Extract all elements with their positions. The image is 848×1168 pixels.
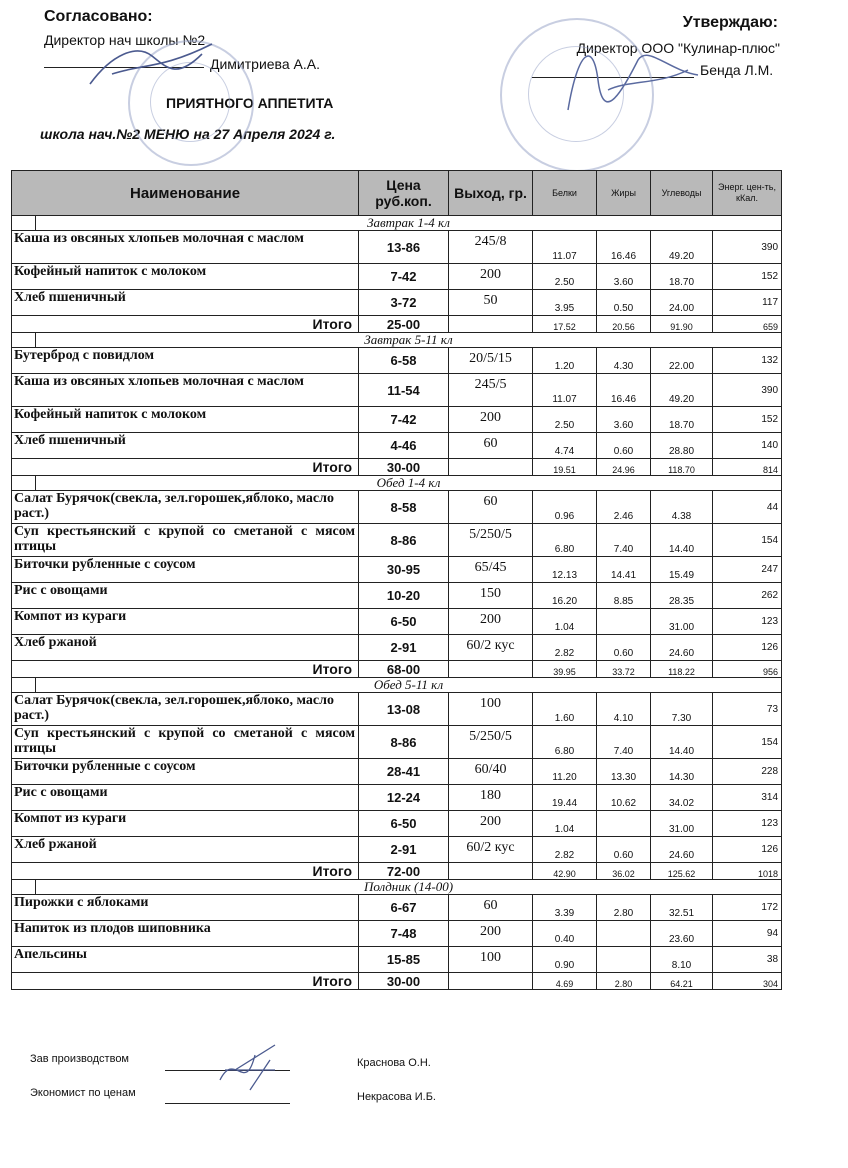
dish-fat: 13.30 bbox=[597, 759, 651, 785]
dish-energy: 44 bbox=[713, 491, 782, 524]
dish-energy: 390 bbox=[713, 231, 782, 264]
dish-fat: 16.46 bbox=[597, 374, 651, 407]
dish-price: 8-86 bbox=[359, 524, 449, 557]
dish-energy: 228 bbox=[713, 759, 782, 785]
greeting: ПРИЯТНОГО АППЕТИТА bbox=[166, 95, 334, 111]
dish-output: 180 bbox=[449, 785, 533, 811]
dish-price: 10-20 bbox=[359, 583, 449, 609]
dish-output: 60/2 кус bbox=[449, 837, 533, 863]
dish-name: Пирожки с яблоками bbox=[12, 895, 359, 921]
dish-price: 30-95 bbox=[359, 557, 449, 583]
left-position: Директор нач школы №2 bbox=[44, 32, 206, 48]
left-signature-scribble bbox=[82, 34, 222, 94]
menu-item-row bbox=[12, 231, 782, 264]
section-row bbox=[12, 476, 782, 491]
dish-energy: 314 bbox=[713, 785, 782, 811]
approve-label: Утверждаю: bbox=[682, 14, 778, 31]
total-row bbox=[12, 973, 782, 990]
dish-price: 28-41 bbox=[359, 759, 449, 785]
total-output-empty bbox=[449, 661, 533, 678]
dish-protein: 11.20 bbox=[533, 759, 597, 785]
dish-name: Салат Бурячок(свекла, зел.горошек,яблоко, масло раст.) bbox=[12, 491, 359, 524]
total-label: Итого bbox=[12, 661, 359, 678]
dish-carbs: 23.60 bbox=[651, 921, 713, 947]
dish-energy: 123 bbox=[713, 609, 782, 635]
dish-price: 6-50 bbox=[359, 811, 449, 837]
total-output-empty bbox=[449, 973, 533, 990]
dish-name: Суп крестьянский с крупой со сметаной с мясом птицы bbox=[12, 726, 359, 759]
section-title: Обед 5-11 кл bbox=[36, 678, 782, 693]
dish-protein: 2.82 bbox=[533, 635, 597, 661]
section-row bbox=[12, 216, 782, 231]
dish-output: 100 bbox=[449, 693, 533, 726]
menu-item-row bbox=[12, 433, 782, 459]
menu-body bbox=[12, 216, 782, 990]
section-indent-cell bbox=[12, 216, 36, 231]
dish-fat: 16.46 bbox=[597, 231, 651, 264]
dish-fat bbox=[597, 609, 651, 635]
menu-item-row bbox=[12, 609, 782, 635]
dish-carbs: 14.30 bbox=[651, 759, 713, 785]
column-header-name: Наименование bbox=[12, 171, 359, 216]
dish-name: Хлеб ржаной bbox=[12, 837, 359, 863]
footer-name-economist: Некрасова И.Б. bbox=[357, 1091, 436, 1103]
dish-price: 6-67 bbox=[359, 895, 449, 921]
total-label: Итого bbox=[12, 973, 359, 990]
dish-carbs: 18.70 bbox=[651, 264, 713, 290]
dish-output: 5/250/5 bbox=[449, 524, 533, 557]
dish-output: 200 bbox=[449, 609, 533, 635]
column-header-protein: Белки bbox=[533, 171, 597, 216]
dish-protein: 11.07 bbox=[533, 374, 597, 407]
dish-protein: 3.39 bbox=[533, 895, 597, 921]
total-price: 30-00 bbox=[359, 973, 449, 990]
dish-carbs: 18.70 bbox=[651, 407, 713, 433]
dish-name: Хлеб ржаной bbox=[12, 635, 359, 661]
dish-protein: 2.50 bbox=[533, 407, 597, 433]
dish-name: Бутерброд с повидлом bbox=[12, 348, 359, 374]
total-price: 72-00 bbox=[359, 863, 449, 880]
section-row bbox=[12, 333, 782, 348]
menu-item-row bbox=[12, 693, 782, 726]
total-carbs: 118.22 bbox=[651, 661, 713, 678]
section-indent-cell bbox=[12, 333, 36, 348]
dish-output: 200 bbox=[449, 921, 533, 947]
dish-output: 65/45 bbox=[449, 557, 533, 583]
dish-carbs: 24.00 bbox=[651, 290, 713, 316]
dish-fat: 3.60 bbox=[597, 407, 651, 433]
dish-protein: 4.74 bbox=[533, 433, 597, 459]
dish-price: 7-42 bbox=[359, 407, 449, 433]
table-header-row bbox=[12, 171, 782, 216]
dish-carbs: 34.02 bbox=[651, 785, 713, 811]
menu-item-row bbox=[12, 491, 782, 524]
total-energy: 814 bbox=[713, 459, 782, 476]
dish-energy: 154 bbox=[713, 524, 782, 557]
dish-price: 7-48 bbox=[359, 921, 449, 947]
total-output-empty bbox=[449, 459, 533, 476]
total-energy: 659 bbox=[713, 316, 782, 333]
section-indent-cell bbox=[12, 880, 36, 895]
dish-protein: 1.20 bbox=[533, 348, 597, 374]
dish-output: 50 bbox=[449, 290, 533, 316]
dish-protein: 0.40 bbox=[533, 921, 597, 947]
total-price: 30-00 bbox=[359, 459, 449, 476]
section-indent-cell bbox=[12, 476, 36, 491]
dish-protein: 2.82 bbox=[533, 837, 597, 863]
dish-carbs: 14.40 bbox=[651, 726, 713, 759]
dish-name: Напиток из плодов шиповника bbox=[12, 921, 359, 947]
footer-role-economist: Экономист по ценам bbox=[30, 1087, 136, 1099]
dish-energy: 117 bbox=[713, 290, 782, 316]
total-protein: 42.90 bbox=[533, 863, 597, 880]
dish-fat: 7.40 bbox=[597, 726, 651, 759]
dish-energy: 390 bbox=[713, 374, 782, 407]
approved-label: Согласовано: bbox=[44, 8, 153, 25]
dish-energy: 126 bbox=[713, 635, 782, 661]
dish-energy: 140 bbox=[713, 433, 782, 459]
section-row bbox=[12, 880, 782, 895]
total-label: Итого bbox=[12, 316, 359, 333]
dish-name: Кофейный напиток с молоком bbox=[12, 264, 359, 290]
dish-protein: 1.60 bbox=[533, 693, 597, 726]
dish-fat bbox=[597, 921, 651, 947]
dish-name: Хлеб пшеничный bbox=[12, 433, 359, 459]
menu-item-row bbox=[12, 348, 782, 374]
dish-name: Суп крестьянский с крупой со сметаной с мясом птицы bbox=[12, 524, 359, 557]
total-output-empty bbox=[449, 863, 533, 880]
dish-protein: 2.50 bbox=[533, 264, 597, 290]
section-row bbox=[12, 678, 782, 693]
menu-item-row bbox=[12, 635, 782, 661]
dish-carbs: 14.40 bbox=[651, 524, 713, 557]
total-row bbox=[12, 459, 782, 476]
dish-price: 2-91 bbox=[359, 837, 449, 863]
total-protein: 19.51 bbox=[533, 459, 597, 476]
dish-energy: 38 bbox=[713, 947, 782, 973]
menu-item-row bbox=[12, 374, 782, 407]
dish-price: 11-54 bbox=[359, 374, 449, 407]
total-protein: 17.52 bbox=[533, 316, 597, 333]
dish-price: 8-86 bbox=[359, 726, 449, 759]
right-signature-scribble bbox=[548, 30, 708, 120]
dish-protein: 12.13 bbox=[533, 557, 597, 583]
section-indent-cell bbox=[12, 678, 36, 693]
dish-energy: 172 bbox=[713, 895, 782, 921]
menu-item-row bbox=[12, 759, 782, 785]
dish-carbs: 15.49 bbox=[651, 557, 713, 583]
total-protein: 39.95 bbox=[533, 661, 597, 678]
dish-price: 15-85 bbox=[359, 947, 449, 973]
dish-protein: 16.20 bbox=[533, 583, 597, 609]
dish-energy: 94 bbox=[713, 921, 782, 947]
dish-output: 60 bbox=[449, 895, 533, 921]
total-output-empty bbox=[449, 316, 533, 333]
dish-output: 20/5/15 bbox=[449, 348, 533, 374]
right-signer-name: Бенда Л.М. bbox=[700, 62, 774, 78]
dish-carbs: 31.00 bbox=[651, 811, 713, 837]
dish-fat: 10.62 bbox=[597, 785, 651, 811]
dish-fat: 2.46 bbox=[597, 491, 651, 524]
footer-role-production: Зав производством bbox=[30, 1053, 129, 1065]
dish-protein: 0.96 bbox=[533, 491, 597, 524]
dish-energy: 132 bbox=[713, 348, 782, 374]
dish-fat: 8.85 bbox=[597, 583, 651, 609]
dish-fat: 2.80 bbox=[597, 895, 651, 921]
dish-protein: 6.80 bbox=[533, 524, 597, 557]
dish-price: 6-58 bbox=[359, 348, 449, 374]
column-header-carbs: Углеводы bbox=[651, 171, 713, 216]
total-label: Итого bbox=[12, 863, 359, 880]
dish-energy: 247 bbox=[713, 557, 782, 583]
total-price: 25-00 bbox=[359, 316, 449, 333]
dish-energy: 152 bbox=[713, 407, 782, 433]
dish-protein: 0.90 bbox=[533, 947, 597, 973]
dish-fat: 0.50 bbox=[597, 290, 651, 316]
dish-output: 60/40 bbox=[449, 759, 533, 785]
menu-item-row bbox=[12, 726, 782, 759]
total-label: Итого bbox=[12, 459, 359, 476]
dish-name: Хлеб пшеничный bbox=[12, 290, 359, 316]
section-title: Завтрак 1-4 кл bbox=[36, 216, 782, 231]
dish-carbs: 22.00 bbox=[651, 348, 713, 374]
column-header-output: Выход, гр. bbox=[449, 171, 533, 216]
menu-item-row bbox=[12, 583, 782, 609]
dish-protein: 1.04 bbox=[533, 609, 597, 635]
dish-carbs: 49.20 bbox=[651, 374, 713, 407]
total-energy: 1018 bbox=[713, 863, 782, 880]
dish-price: 3-72 bbox=[359, 290, 449, 316]
total-energy: 304 bbox=[713, 973, 782, 990]
column-header-fat: Жиры bbox=[597, 171, 651, 216]
dish-name: Биточки рубленные с соусом bbox=[12, 759, 359, 785]
dish-name: Компот из кураги bbox=[12, 609, 359, 635]
dish-carbs: 32.51 bbox=[651, 895, 713, 921]
menu-item-row bbox=[12, 407, 782, 433]
total-row bbox=[12, 316, 782, 333]
section-title: Полдник (14-00) bbox=[36, 880, 782, 895]
total-energy: 956 bbox=[713, 661, 782, 678]
menu-item-row bbox=[12, 947, 782, 973]
column-header-price: Цена руб.коп. bbox=[359, 171, 449, 216]
total-row bbox=[12, 863, 782, 880]
dish-name: Каша из овсяных хлопьев молочная с маслом bbox=[12, 374, 359, 407]
total-carbs: 91.90 bbox=[651, 316, 713, 333]
dish-name: Рис с овощами bbox=[12, 583, 359, 609]
menu-item-row bbox=[12, 264, 782, 290]
dish-output: 150 bbox=[449, 583, 533, 609]
dish-protein: 19.44 bbox=[533, 785, 597, 811]
dish-price: 4-46 bbox=[359, 433, 449, 459]
dish-price: 13-08 bbox=[359, 693, 449, 726]
dish-price: 13-86 bbox=[359, 231, 449, 264]
dish-output: 200 bbox=[449, 264, 533, 290]
dish-fat: 0.60 bbox=[597, 433, 651, 459]
dish-name: Компот из кураги bbox=[12, 811, 359, 837]
dish-energy: 73 bbox=[713, 693, 782, 726]
dish-output: 245/8 bbox=[449, 231, 533, 264]
dish-name: Кофейный напиток с молоком bbox=[12, 407, 359, 433]
dish-name: Рис с овощами bbox=[12, 785, 359, 811]
total-fat: 36.02 bbox=[597, 863, 651, 880]
dish-output: 100 bbox=[449, 947, 533, 973]
menu-item-row bbox=[12, 921, 782, 947]
dish-protein: 6.80 bbox=[533, 726, 597, 759]
menu-title: школа нач.№2 МЕНЮ на 27 Апреля 2024 г. bbox=[40, 126, 336, 142]
dish-output: 200 bbox=[449, 407, 533, 433]
dish-output: 60 bbox=[449, 433, 533, 459]
dish-output: 60 bbox=[449, 491, 533, 524]
menu-item-row bbox=[12, 557, 782, 583]
dish-price: 7-42 bbox=[359, 264, 449, 290]
dish-price: 8-58 bbox=[359, 491, 449, 524]
dish-carbs: 31.00 bbox=[651, 609, 713, 635]
dish-output: 245/5 bbox=[449, 374, 533, 407]
total-fat: 20.56 bbox=[597, 316, 651, 333]
footer-signature-scribble bbox=[215, 1040, 285, 1100]
dish-fat: 0.60 bbox=[597, 635, 651, 661]
total-fat: 33.72 bbox=[597, 661, 651, 678]
dish-output: 5/250/5 bbox=[449, 726, 533, 759]
dish-output: 60/2 кус bbox=[449, 635, 533, 661]
dish-carbs: 28.35 bbox=[651, 583, 713, 609]
dish-fat: 14.41 bbox=[597, 557, 651, 583]
dish-energy: 152 bbox=[713, 264, 782, 290]
total-carbs: 64.21 bbox=[651, 973, 713, 990]
dish-energy: 154 bbox=[713, 726, 782, 759]
menu-item-row bbox=[12, 524, 782, 557]
dish-price: 2-91 bbox=[359, 635, 449, 661]
dish-carbs: 24.60 bbox=[651, 837, 713, 863]
dish-carbs: 49.20 bbox=[651, 231, 713, 264]
left-signer-name: Димитриева А.А. bbox=[210, 56, 320, 72]
dish-carbs: 28.80 bbox=[651, 433, 713, 459]
section-title: Обед 1-4 кл bbox=[36, 476, 782, 491]
dish-name: Салат Бурячок(свекла, зел.горошек,яблоко, масло раст.) bbox=[12, 693, 359, 726]
dish-carbs: 8.10 bbox=[651, 947, 713, 973]
dish-carbs: 7.30 bbox=[651, 693, 713, 726]
dish-fat: 3.60 bbox=[597, 264, 651, 290]
dish-price: 6-50 bbox=[359, 609, 449, 635]
total-protein: 4.69 bbox=[533, 973, 597, 990]
dish-fat: 7.40 bbox=[597, 524, 651, 557]
footer-signature-line-2 bbox=[165, 1103, 290, 1104]
dish-energy: 262 bbox=[713, 583, 782, 609]
total-fat: 24.96 bbox=[597, 459, 651, 476]
dish-fat bbox=[597, 811, 651, 837]
menu-item-row bbox=[12, 837, 782, 863]
dish-energy: 123 bbox=[713, 811, 782, 837]
menu-item-row bbox=[12, 895, 782, 921]
menu-item-row bbox=[12, 785, 782, 811]
dish-price: 12-24 bbox=[359, 785, 449, 811]
total-carbs: 118.70 bbox=[651, 459, 713, 476]
dish-carbs: 4.38 bbox=[651, 491, 713, 524]
total-row bbox=[12, 661, 782, 678]
dish-fat: 4.10 bbox=[597, 693, 651, 726]
menu-table bbox=[11, 170, 782, 990]
footer-name-production: Краснова О.Н. bbox=[357, 1057, 431, 1069]
total-carbs: 125.62 bbox=[651, 863, 713, 880]
total-fat: 2.80 bbox=[597, 973, 651, 990]
dish-fat bbox=[597, 947, 651, 973]
menu-item-row bbox=[12, 811, 782, 837]
dish-protein: 1.04 bbox=[533, 811, 597, 837]
right-position: Директор ООО "Кулинар-плюс" bbox=[576, 40, 780, 56]
column-header-energy: Энерг. цен-ть, кКал. bbox=[713, 171, 782, 216]
dish-protein: 11.07 bbox=[533, 231, 597, 264]
dish-name: Апельсины bbox=[12, 947, 359, 973]
dish-name: Биточки рубленные с соусом bbox=[12, 557, 359, 583]
dish-output: 200 bbox=[449, 811, 533, 837]
dish-protein: 3.95 bbox=[533, 290, 597, 316]
menu-item-row bbox=[12, 290, 782, 316]
dish-fat: 4.30 bbox=[597, 348, 651, 374]
section-title: Завтрак 5-11 кл bbox=[36, 333, 782, 348]
dish-carbs: 24.60 bbox=[651, 635, 713, 661]
dish-name: Каша из овсяных хлопьев молочная с маслом bbox=[12, 231, 359, 264]
total-price: 68-00 bbox=[359, 661, 449, 678]
dish-fat: 0.60 bbox=[597, 837, 651, 863]
dish-energy: 126 bbox=[713, 837, 782, 863]
